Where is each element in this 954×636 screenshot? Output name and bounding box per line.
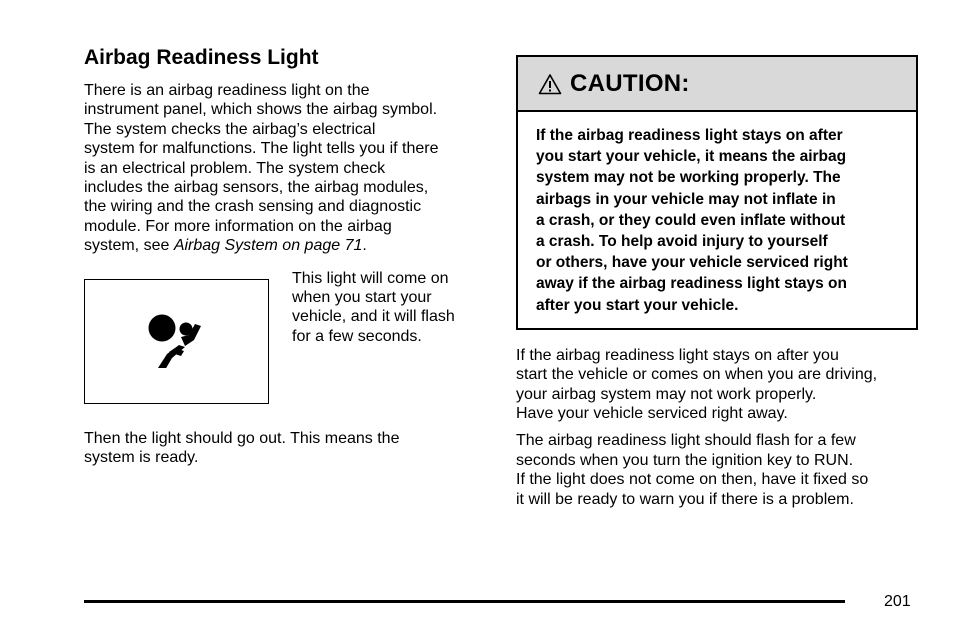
warning-triangle-icon xyxy=(538,73,562,95)
caution-line: airbags in your vehicle may not inflate in xyxy=(536,190,836,208)
after-line: system is ready. xyxy=(84,449,199,467)
icon-caption xyxy=(292,269,455,347)
caution-line: away if the airbag readiness light stays on xyxy=(536,275,847,293)
caution-header xyxy=(518,57,916,112)
intro-line: the wiring and the crash sensing and diagnostic xyxy=(84,198,422,216)
flash-line: The airbag readiness light should flash for a few xyxy=(516,432,856,450)
intro-last-prefix: system, see xyxy=(84,237,174,255)
icon-caption-line: vehicle, and it will flash xyxy=(292,308,455,326)
flash-paragraph xyxy=(516,431,918,509)
right-column xyxy=(516,55,918,509)
intro-line: includes the airbag sensors, the airbag modules, xyxy=(84,179,429,197)
caution-line: If the airbag readiness light stays on after xyxy=(536,127,843,144)
flash-line: it will be ready to warn you if there is a problem. xyxy=(516,490,854,508)
flash-line: If the light does not come on then, have it fixed so xyxy=(516,471,869,489)
service-line: your airbag system may not work properly. xyxy=(516,385,817,403)
caution-line: after you start your vehicle. xyxy=(536,296,739,314)
after-icon-paragraph xyxy=(84,429,486,468)
icon-caption-line: for a few seconds. xyxy=(292,327,422,345)
caution-line: a crash, or they could even inflate without xyxy=(536,211,846,229)
intro-last-line xyxy=(84,236,486,255)
footer-rule xyxy=(84,600,845,603)
intro-line: The system checks the airbag’s electrical xyxy=(84,120,376,138)
airbag-readiness-icon xyxy=(145,312,211,368)
caution-box xyxy=(516,55,918,330)
service-line: start the vehicle or comes on when you are driving, xyxy=(516,366,878,384)
caution-title: CAUTION: xyxy=(570,69,690,97)
intro-paragraph xyxy=(84,81,486,256)
cross-reference-link[interactable]: Airbag System on page 71 xyxy=(173,237,363,255)
caution-line: you start your vehicle, it means the airbag xyxy=(536,148,847,166)
section-heading: Airbag Readiness Light xyxy=(84,46,319,69)
service-line: If the airbag readiness light stays on after you xyxy=(516,346,839,364)
flash-line: seconds when you turn the ignition key to RUN. xyxy=(516,451,854,469)
airbag-icon-box xyxy=(84,279,269,404)
service-line: Have your vehicle serviced right away. xyxy=(516,405,788,423)
intro-last-suffix: . xyxy=(362,237,367,255)
icon-caption-line: when you start your xyxy=(292,289,432,307)
intro-line: module. For more information on the airbag xyxy=(84,217,392,235)
left-column xyxy=(84,44,486,467)
icon-row xyxy=(84,269,486,429)
caution-line: or others, have your vehicle serviced right xyxy=(536,254,848,272)
page-number: 201 xyxy=(884,593,911,610)
icon-caption-line: This light will come on xyxy=(292,269,449,287)
intro-line: system for malfunctions. The light tells you if there xyxy=(84,140,439,158)
intro-line: There is an airbag readiness light on the xyxy=(84,82,370,99)
service-paragraph xyxy=(516,346,918,424)
caution-line: system may not be working properly. The xyxy=(536,169,841,187)
caution-body xyxy=(518,112,916,328)
intro-line: instrument panel, which shows the airbag symbol. xyxy=(84,101,438,119)
after-line: Then the light should go out. This means the xyxy=(84,429,400,447)
caution-line: a crash. To help avoid injury to yourself xyxy=(536,233,828,251)
intro-line: is an electrical problem. The system check xyxy=(84,159,386,177)
